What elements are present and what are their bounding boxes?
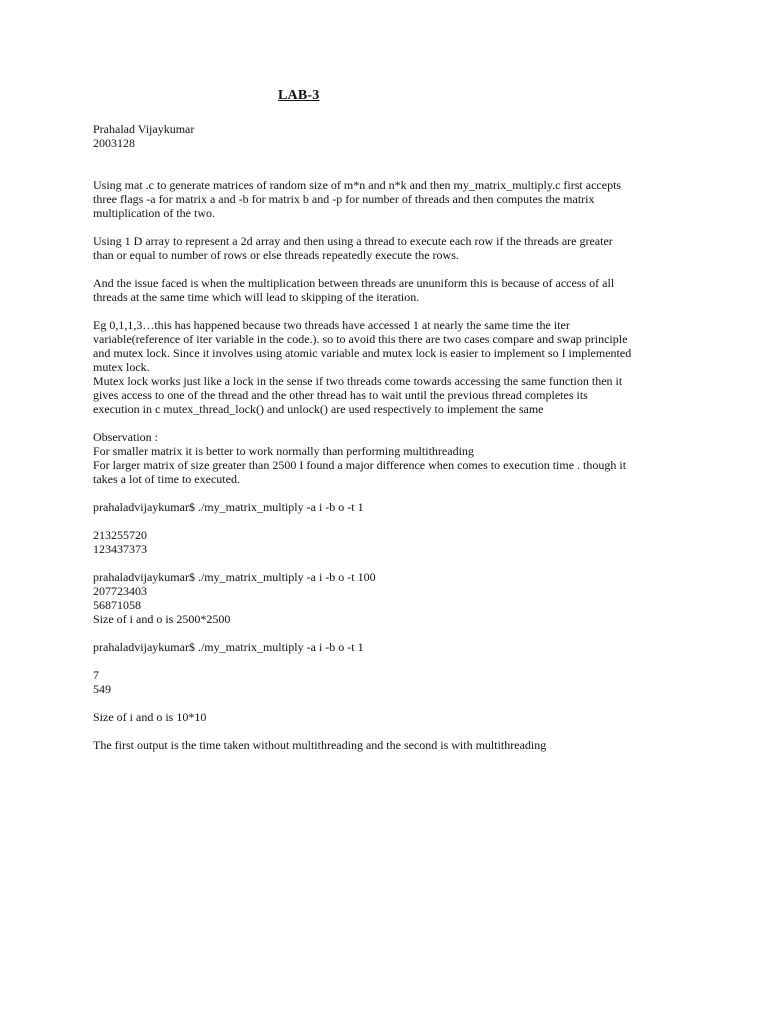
paragraph-line: mutex lock. xyxy=(93,360,150,374)
conclusion: The first output is the time taken without multithreading and the second is with multithreading xyxy=(93,738,547,752)
observation-heading: Observation : xyxy=(93,430,158,444)
observation-line: For larger matrix of size greater than 2500 I found a major difference when comes to execution time . though it xyxy=(93,458,627,472)
paragraph-line: than or equal to number of rows or else threads repeatedly execute the rows. xyxy=(93,248,459,262)
run-size: Size of i and o is 10*10 xyxy=(93,710,207,724)
run-output: 213255720 xyxy=(93,528,147,542)
observation-line: takes a lot of time to executed. xyxy=(93,472,240,486)
paragraph-line: Mutex lock works just like a lock in the sense if two threads come towards accessing the same function then it xyxy=(93,374,623,388)
run-output: 549 xyxy=(93,682,111,696)
document-title: LAB-3 xyxy=(278,88,320,103)
run-output: 56871058 xyxy=(93,598,141,612)
document-body xyxy=(93,122,683,752)
run-command: prahaladvijaykumar$ ./my_matrix_multiply -a i -b o -t 100 xyxy=(93,570,376,584)
run-command: prahaladvijaykumar$ ./my_matrix_multiply -a i -b o -t 1 xyxy=(93,500,364,514)
run-output: 7 xyxy=(93,668,99,682)
paragraph-line: Using mat .c to generate matrices of random size of m*n and n*k and then my_matrix_multiply.c first accepts xyxy=(93,178,622,192)
student-id: 2003128 xyxy=(93,136,135,150)
paragraph-line: threads at the same time which will lead to skipping of the iteration. xyxy=(93,290,420,304)
paragraph-line: multiplication of the two. xyxy=(93,206,215,220)
paragraph-line: and mutex lock. Since it involves using atomic variable and mutex lock is easier to implement so I implemented xyxy=(93,346,632,360)
paragraph-line: three flags -a for matrix a and -b for matrix b and -p for number of threads and then computes the matrix xyxy=(93,192,595,206)
observation-line: For smaller matrix it is better to work normally than performing multithreading xyxy=(93,444,474,458)
run-output: 207723403 xyxy=(93,584,147,598)
paragraph-line: execution in c mutex_thread_lock() and unlock() are used respectively to implement the same xyxy=(93,402,544,416)
paragraph-line: And the issue faced is when the multiplication between threads are ununiform this is because of access of all xyxy=(93,276,615,290)
paragraph-line: Eg 0,1,1,3…this has happened because two threads have accessed 1 at nearly the same time the iter xyxy=(93,318,570,332)
paragraph-line: Using 1 D array to represent a 2d array and then using a thread to execute each row if the threads are greater xyxy=(93,234,613,248)
paragraph-line: variable(reference of iter variable in the code.). so to avoid this there are two cases compare and swap principle xyxy=(93,332,628,346)
author-name: Prahalad Vijaykumar xyxy=(93,122,195,136)
run-output: Size of i and o is 2500*2500 xyxy=(93,612,231,626)
run-output: 123437373 xyxy=(93,542,147,556)
paragraph-line: gives access to one of the thread and the other thread has to wait until the previous thread completes its xyxy=(93,388,588,402)
run-command: prahaladvijaykumar$ ./my_matrix_multiply -a i -b o -t 1 xyxy=(93,640,364,654)
